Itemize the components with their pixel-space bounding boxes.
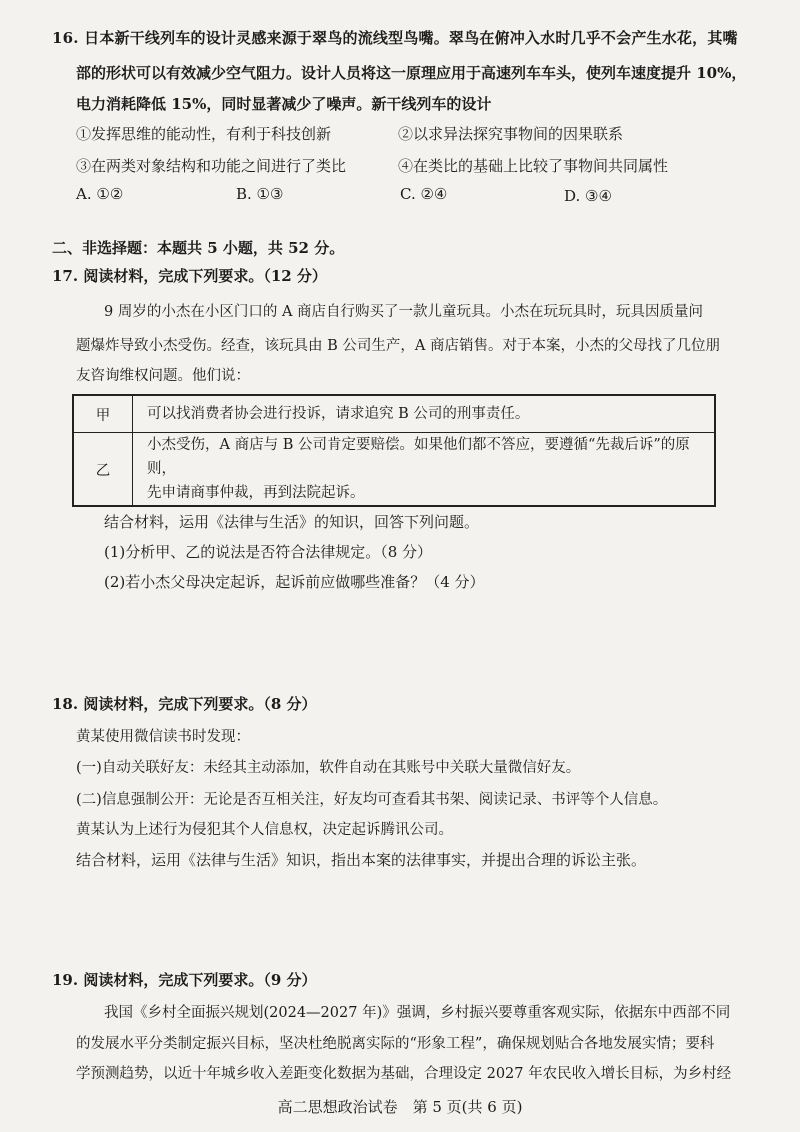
q19-material-line3: 学预测趋势，以近十年城乡收入差距变化数据为基础，合理设定 2027 年农民收入增长目标，为乡村经 <box>76 1066 732 1082</box>
q18-material-line3: (二)信息强制公开：无论是否互相关注，好友均可查看其书架、阅读记录、书评等个人信息。 <box>76 792 668 808</box>
opinion-text-jia: 可以找消费者协会进行投诉，请求追究 B 公司的刑事责任。 <box>133 395 716 433</box>
q17-subquestion-2: (2)若小杰父母决定起诉，起诉前应做哪些准备？（4 分） <box>104 573 485 591</box>
q17-subquestion-1: (1)分析甲、乙的说法是否符合法律规定。（8 分） <box>104 543 433 561</box>
q17-instruction: 结合材料，运用《法律与生活》的知识，回答下列问题。 <box>104 513 480 531</box>
q16-statement-3: ③在两类对象结构和功能之间进行了类比 <box>76 157 347 175</box>
q17-material-line1: 9 周岁的小杰在小区门口的 A 商店自行购买了一款儿童玩具。小杰在玩玩具时，玩具因质量问 <box>104 304 704 320</box>
section-heading: 二、非选择题：本题共 5 小题，共 52 分。 <box>52 239 345 257</box>
q16-stem-line2: 部的形状可以有效减少空气阻力。设计人员将这一原理应用于高速列车车头，使列车速度提升 10%， <box>76 64 747 82</box>
q18-material-line2: (一)自动关联好友：未经其主动添加，软件自动在其账号中关联大量微信好友。 <box>76 760 581 776</box>
opinion-speaker-yi: 乙 <box>73 433 133 507</box>
q17-material-line3: 友咨询维权问题。他们说： <box>76 368 250 384</box>
q16-option-d: D. ③④ <box>564 187 612 205</box>
q19-title: 19. 阅读材料，完成下列要求。（9 分） <box>52 971 317 989</box>
q18-material-line1: 黄某使用微信读书时发现： <box>76 729 250 745</box>
q16-statement-2: ②以求异法探究事物间的因果联系 <box>398 125 624 143</box>
q18-instruction: 结合材料，运用《法律与生活》知识，指出本案的法律事实，并提出合理的诉讼主张。 <box>76 851 647 869</box>
q18-title: 18. 阅读材料，完成下列要求。（8 分） <box>52 695 317 713</box>
q16-option-a: A. ①② <box>76 185 124 203</box>
q19-material-line1: 我国《乡村全面振兴规划(2024—2027 年)》强调，乡村振兴要尊重客观实际，依据东中西部不同 <box>104 1005 731 1021</box>
opinion-speaker-jia: 甲 <box>73 395 133 433</box>
q16-stem-line1: 16. 日本新干线列车的设计灵感来源于翠鸟的流线型鸟嘴。翠鸟在俯冲入水时几乎不会产生水花，其嘴 <box>52 29 738 47</box>
q16-option-b: B. ①③ <box>236 185 284 203</box>
q16-option-c: C. ②④ <box>400 185 448 203</box>
q17-material-line2: 题爆炸导致小杰受伤。经查，该玩具由 B 公司生产，A 商店销售。对于本案，小杰的父母找了几位朋 <box>76 338 720 354</box>
q16-stem-line3: 电力消耗降低 15%，同时显著减少了噪声。新干线列车的设计 <box>76 95 492 113</box>
opinion-text-yi-line1: 小杰受伤，A 商店与 B 公司肯定要赔偿。如果他们都不答应，要遵循“先裁后诉”的原则， <box>147 437 690 477</box>
opinion-text-yi-line2: 先申请商事仲裁，再到法院起诉。 <box>147 485 365 501</box>
table-row <box>73 395 715 433</box>
page-footer: 高二思想政治试卷 第 5 页(共 6 页) <box>277 1098 523 1116</box>
q18-material-line4: 黄某认为上述行为侵犯其个人信息权，决定起诉腾讯公司。 <box>76 822 453 838</box>
q16-statement-1: ①发挥思维的能动性，有利于科技创新 <box>76 125 332 143</box>
q19-material-line2: 的发展水平分类制定振兴目标，坚决杜绝脱离实际的“形象工程”，确保规划贴合各地发展实情；要科 <box>76 1036 715 1052</box>
q16-statement-4: ④在类比的基础上比较了事物间共同属性 <box>398 157 669 175</box>
table-row <box>73 433 715 507</box>
opinion-text-yi <box>133 433 716 507</box>
q17-opinion-table <box>72 394 716 507</box>
q17-title: 17. 阅读材料，完成下列要求。（12 分） <box>52 267 327 285</box>
